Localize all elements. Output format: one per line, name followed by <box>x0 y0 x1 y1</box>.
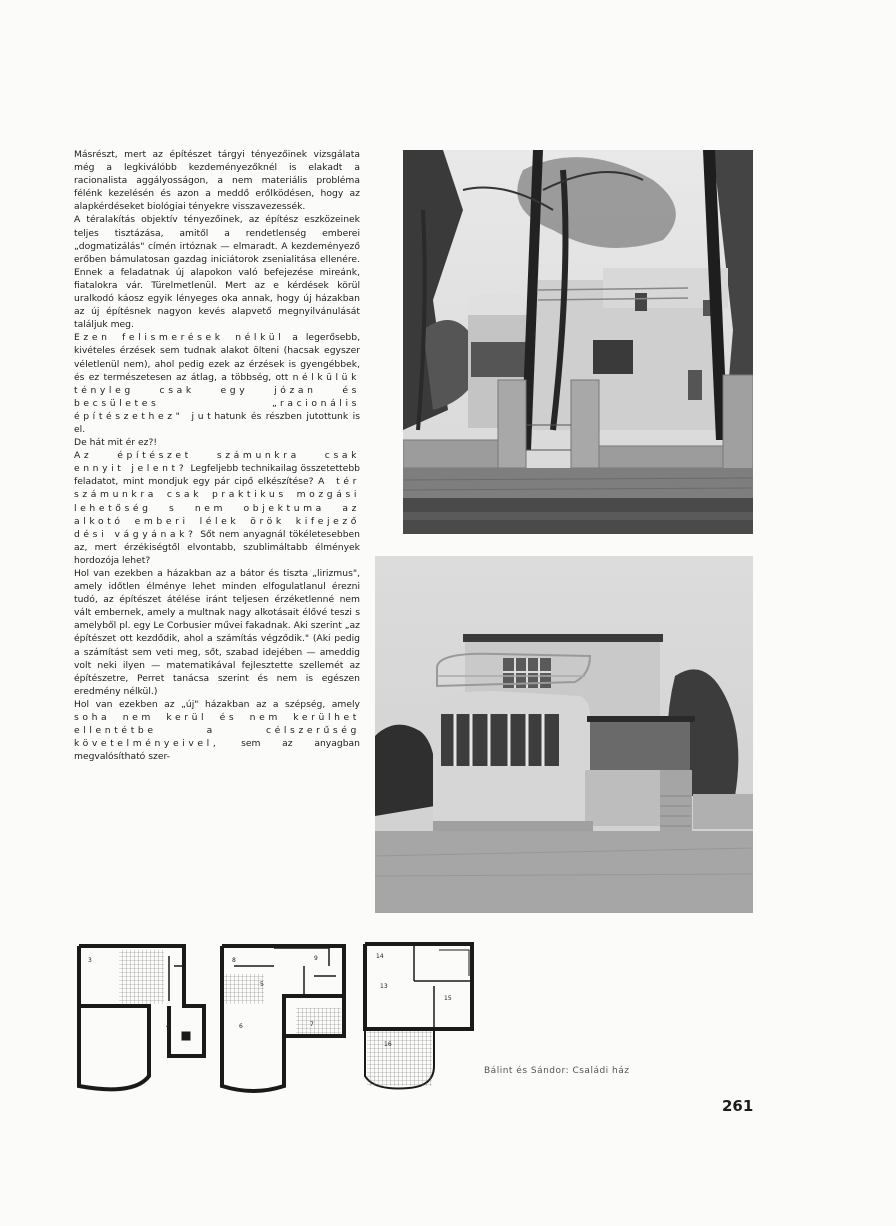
plan-label-3: 3 <box>88 957 92 964</box>
text-run: nélkülük tényleg csak egy józan és becsületes „racionális építészethez" jut <box>74 371 360 422</box>
text-run: Ezen felismerések nélkül <box>74 332 285 344</box>
paragraph-4: De hát mit ér ez?! <box>74 437 158 449</box>
text-run: Sőt nem anyagnál tökéletesebben az, mert érzékiségtől elvontabb, szublimáltabb élmények hordozója lehet? <box>74 528 360 566</box>
article-text <box>74 148 360 763</box>
plan-label-14: 14 <box>376 953 384 960</box>
plan-label-4: 4 <box>166 1023 170 1030</box>
plan-label-15: 15 <box>444 995 452 1002</box>
text-run: Hol van ezekben az „új" házakban az a szépség, amely <box>74 698 360 710</box>
house-photo-corner <box>375 556 753 913</box>
text-run: A tér számunkra csak praktikus mozgási lehetőség s nem objektuma az alkotó emberi lélek örök kifejező dési vágyának? <box>74 476 360 540</box>
paragraph-5 <box>74 449 360 567</box>
plan-label-5: 5 <box>260 981 264 988</box>
floor-plans <box>74 936 484 1096</box>
paragraph-2: A téralakítás objektív tényezőinek, az építész eszközeinek teljes tisztázása, amitől a rendetlenség emberei „dogmatizálás" címén irtóznak — elmaradt. A kezdeményező erőben bámulatosan gazdag iniciátorok zsenialitása ellenére. Ennek a feladatnak új alapokon való befejezése mireánk, fiatalokra vár. Türelmetlenül. Mert az e kérdések körül uralkodó káosz egyik lényeges oka annak, hogy új házakban az új építésnek nagyon kevés alapvető megnyilvánulását találjuk meg. <box>74 214 360 331</box>
plan-basement <box>79 946 204 1089</box>
plan-upper-floor <box>365 944 472 1089</box>
plan-label-7: 7 <box>310 1021 314 1028</box>
paragraph-3 <box>74 331 360 436</box>
text-run: sem az anyagban megvalósítható szer- <box>74 738 360 763</box>
text-run: Az építészet számunkra csak ennyit jelent? <box>74 450 360 475</box>
plan-label-13: 13 <box>380 983 388 990</box>
paragraph-6: Hol van ezekben a házakban az a bátor és tiszta „lirizmus", amely időtlen élménye lehet minden elfogulatlanul érezni tudó, az építészet átélése iránt teljesen érzéketlenné nem vált embernek, amely a multnak nagy alkotásait élővé teszi s amelyből pl. egy Le Corbusier művei fakadnak. Aki szerint „az építészet ott kezdődik, ahol a számítás végződik." (Aki pedig a számítást sem veti meg, sőt, szabad idejében — ameddig volt neki ilyen — matematikával fejlesztette szellemét az építészetre, Perret tanácsa szerint és nem is egészen eredmény nélkül.) <box>74 568 360 697</box>
plan-label-9: 9 <box>314 955 318 962</box>
plan-label-8: 8 <box>232 957 236 964</box>
paragraph-7 <box>74 698 360 763</box>
paragraph-1: Másrészt, mert az építészet tárgyi tényezőinek vizsgálata még a legkiválóbb kezdeményezőknél is elakadt a racionalista aggályosságon, a nem materiális probléma félénk kezelésén és azon a meddő erőlködésen, hogy az alapkérdéseket biológiai tényekre visszavezessék. <box>74 149 360 213</box>
figure-caption: Bálint és Sándor: Családi ház <box>484 1066 630 1076</box>
text-run: Legfeljebb technikailag összetettebb feladatot, mint mondjuk egy pár cipő elkészítése? <box>74 463 360 488</box>
text-run: soha nem kerül és nem kerülhet ellentétbe a célszerűség követelményeivel, <box>74 712 360 750</box>
page-number: 261 <box>722 1097 754 1115</box>
plan-ground-floor <box>222 946 344 1091</box>
text-run: a legerősebb, kivételes érzések sem tudnak alakot ölteni (hacsak egyszer véletlenül nem), ahol pedig ezek az érzések is gyengébbek, és ez természetesen az átlag, a többség, ott <box>74 332 360 383</box>
plan-label-16: 16 <box>384 1041 392 1048</box>
house-photo-street <box>403 150 753 534</box>
text-run: hatunk és részben jutottunk is el. <box>74 410 360 435</box>
plan-label-6: 6 <box>239 1023 243 1030</box>
